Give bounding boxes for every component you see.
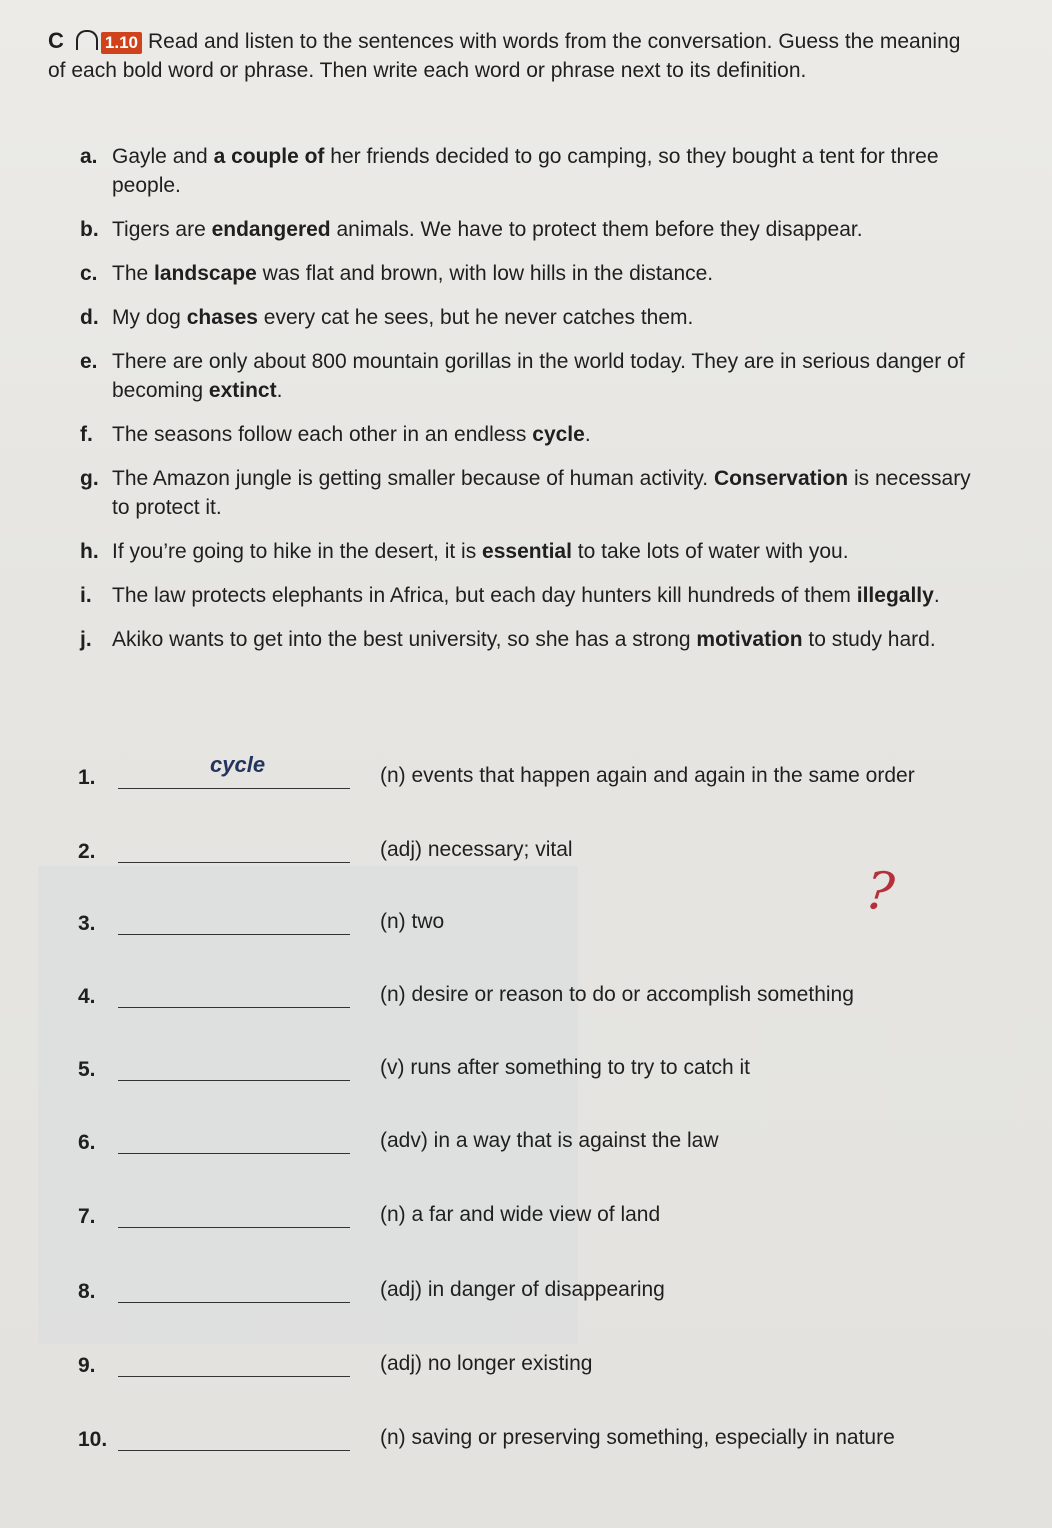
sentence-item <box>80 537 980 566</box>
sentence-item <box>80 464 980 522</box>
sentence-text: The Amazon jungle is getting smaller because of human activity. Conservation is necessary to protect it. <box>112 467 971 519</box>
sentence-text: The seasons follow each other in an endless cycle. <box>112 423 591 446</box>
definition-number: 2. <box>78 840 96 863</box>
definition-number: 9. <box>78 1354 96 1377</box>
definition-text: (n) two <box>380 910 445 933</box>
definition-text: (v) runs after something to try to catch it <box>380 1056 750 1079</box>
bold-term: endangered <box>211 218 331 241</box>
sentence-label: j. <box>80 628 92 651</box>
definition-number: 8. <box>78 1280 96 1303</box>
answer-blank[interactable] <box>118 1080 350 1081</box>
definition-text: (n) events that happen again and again in the same order <box>380 764 915 787</box>
sentence-label: b. <box>80 218 99 241</box>
definition-number: 10. <box>78 1428 108 1451</box>
definition-text: (n) a far and wide view of land <box>380 1203 661 1226</box>
sentence-item <box>80 142 980 200</box>
definition-row <box>78 1350 998 1384</box>
definition-text: (adj) necessary; vital <box>380 838 573 861</box>
sentence-label: g. <box>80 467 99 490</box>
sentence-text: My dog chases every cat he sees, but he never catches them. <box>112 306 694 329</box>
sentence-label: c. <box>80 262 98 285</box>
sentence-label: d. <box>80 306 99 329</box>
bold-term: landscape <box>154 262 257 285</box>
sentence-label: a. <box>80 145 98 168</box>
exercise-letter: C <box>48 28 64 53</box>
bold-term: illegally <box>856 584 934 607</box>
answer-blank[interactable] <box>118 1376 350 1377</box>
sentence-label: h. <box>80 540 99 563</box>
bold-term: essential <box>482 540 572 563</box>
definition-number: 5. <box>78 1058 96 1081</box>
sentence-label: i. <box>80 584 92 607</box>
answer-blank[interactable] <box>118 1007 350 1008</box>
definition-number: 4. <box>78 985 96 1008</box>
sentence-text: Akiko wants to get into the best university, so she has a strong motivation to study hard. <box>112 628 936 651</box>
definition-row <box>78 1424 998 1458</box>
headphones-icon[interactable] <box>76 30 98 50</box>
sentence-item <box>80 259 980 288</box>
sentence-text: Tigers are endangered animals. We have to protect them before they disappear. <box>112 218 863 241</box>
definition-number: 7. <box>78 1205 96 1228</box>
definition-text: (adj) in danger of disappearing <box>380 1278 665 1301</box>
definition-number: 6. <box>78 1131 96 1154</box>
definition-number: 3. <box>78 912 96 935</box>
bold-term: motivation <box>696 628 803 651</box>
sentence-text: There are only about 800 mountain gorillas in the world today. They are in serious danger of becoming extinct. <box>112 350 965 402</box>
definition-text: (adv) in a way that is against the law <box>380 1129 719 1152</box>
definition-text: (adj) no longer existing <box>380 1352 593 1375</box>
definition-row <box>78 908 998 942</box>
sentence-text: The landscape was flat and brown, with low hills in the distance. <box>112 262 714 285</box>
bold-term: Conservation <box>713 467 849 490</box>
definition-row <box>78 836 998 870</box>
answer-blank[interactable] <box>118 1153 350 1154</box>
definition-row <box>78 1201 998 1235</box>
sentence-item <box>80 625 980 654</box>
bold-term: a couple of <box>213 145 325 168</box>
sentence-item <box>80 303 980 332</box>
sentence-text: The law protects elephants in Africa, but each day hunters kill hundreds of them illegally. <box>112 584 940 607</box>
definition-row <box>78 1054 998 1088</box>
sentence-item <box>80 420 980 449</box>
definition-row <box>78 981 998 1015</box>
answer-blank[interactable] <box>118 1227 350 1228</box>
sentence-list <box>80 142 980 669</box>
sentence-label: f. <box>80 423 93 446</box>
definition-row <box>78 1276 998 1310</box>
bold-term: cycle <box>532 423 585 446</box>
audio-track-badge[interactable]: 1.10 <box>101 32 142 54</box>
bold-term: extinct <box>208 379 277 402</box>
bold-term: chases <box>186 306 258 329</box>
sentence-item <box>80 215 980 244</box>
definition-row <box>78 1127 998 1161</box>
answer-blank[interactable] <box>118 934 350 935</box>
answer-blank[interactable] <box>118 862 350 863</box>
definition-text: (n) saving or preserving something, especially in nature <box>380 1426 895 1449</box>
exercise-instruction: Read and listen to the sentences with words from the conversation. Guess the meaning of each bold word or phrase. Then write each word or phrase next to its definition. <box>48 30 961 82</box>
answer-blank[interactable] <box>118 1302 350 1303</box>
answer-blank[interactable] <box>118 1450 350 1451</box>
definition-text: (n) desire or reason to do or accomplish something <box>380 983 854 1006</box>
sentence-item <box>80 347 980 405</box>
exercise-header <box>48 26 978 85</box>
definition-row <box>78 752 998 796</box>
sentence-text: If you’re going to hike in the desert, it is essential to take lots of water with you. <box>112 540 849 563</box>
handwritten-question-mark: ? <box>862 860 897 924</box>
sentence-item <box>80 581 980 610</box>
sentence-label: e. <box>80 350 98 373</box>
handwritten-answer: cycle <box>210 752 266 777</box>
definition-number: 1. <box>78 766 96 789</box>
answer-blank[interactable] <box>118 788 350 789</box>
sentence-text: Gayle and a couple of her friends decided to go camping, so they bought a tent for three people. <box>112 145 939 197</box>
